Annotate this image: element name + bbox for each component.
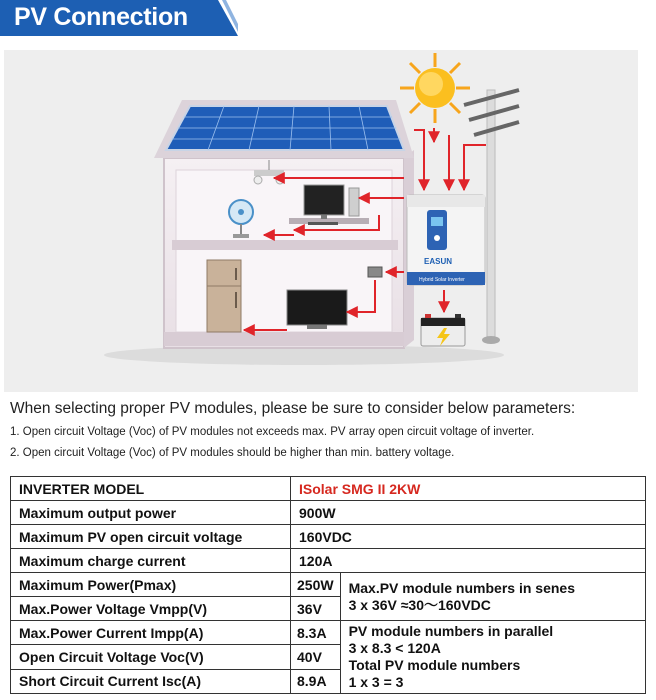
series-note-title: Max.PV module numbers in senes [348,579,575,596]
series-note-formula: 3 x 36V ≈30～160VDC [348,596,491,613]
inverter-brand: EASUN [424,257,453,266]
header-banner [0,0,238,36]
row-value: 160VDC [291,525,646,549]
inverter-icon [407,195,485,285]
row-value: 120A [291,549,646,573]
row-value: 900W [291,501,646,525]
row-value: 250W [291,573,341,597]
battery-icon [421,314,465,346]
solar-panel [154,100,414,158]
row-label: Max.Power Current Impp(A) [11,621,291,645]
breaker-icon [368,267,382,277]
table-row [11,525,646,549]
note-2: 2. Open circuit Voltage (Voc) of PV modules should be higher than min. battery voltage. [10,447,455,459]
note-1: 1. Open circuit Voltage (Voc) of PV modules not exceeds max. PV array open circuit voltage of inverter. [10,426,535,438]
parallel-note-title: PV module numbers in parallel [348,623,554,639]
series-note [340,573,645,621]
parallel-note [340,621,645,694]
row-label: Max.Power Voltage Vmpp(V) [11,597,291,621]
pv-system-illustration [4,50,638,392]
row-label: Short Circuit Current Isc(A) [11,669,291,693]
total-note-formula: 1 x 3 = 3 [348,674,404,690]
table-row [11,501,646,525]
total-note-title: Total PV module numbers [348,657,521,673]
table-row [11,573,646,597]
model-value: ISolar SMG II 2KW [291,477,646,501]
row-label: Open Circuit Voltage Voc(V) [11,645,291,669]
spec-table [10,476,646,694]
table-row [11,621,646,645]
row-value: 8.9A [291,669,341,693]
refrigerator-icon [207,260,241,332]
page-title: PV Connection [14,3,188,31]
model-label: INVERTER MODEL [11,477,291,501]
row-label: Maximum PV open circuit voltage [11,525,291,549]
row-value: 36V [291,597,341,621]
table-row [11,477,646,501]
row-value: 40V [291,645,341,669]
row-label: Maximum charge current [11,549,291,573]
row-label: Maximum Power(Pmax) [11,573,291,597]
sun-icon [400,53,470,123]
parallel-note-formula: 3 x 8.3 < 120A [348,640,441,656]
table-row [11,549,646,573]
tv-icon [287,290,347,329]
inverter-caption: Hybrid Solar Inverter [419,277,465,283]
row-value: 8.3A [291,621,341,645]
row-label: Maximum output power [11,501,291,525]
intro-text: When selecting proper PV modules, please be sure to consider below parameters: [10,400,576,417]
